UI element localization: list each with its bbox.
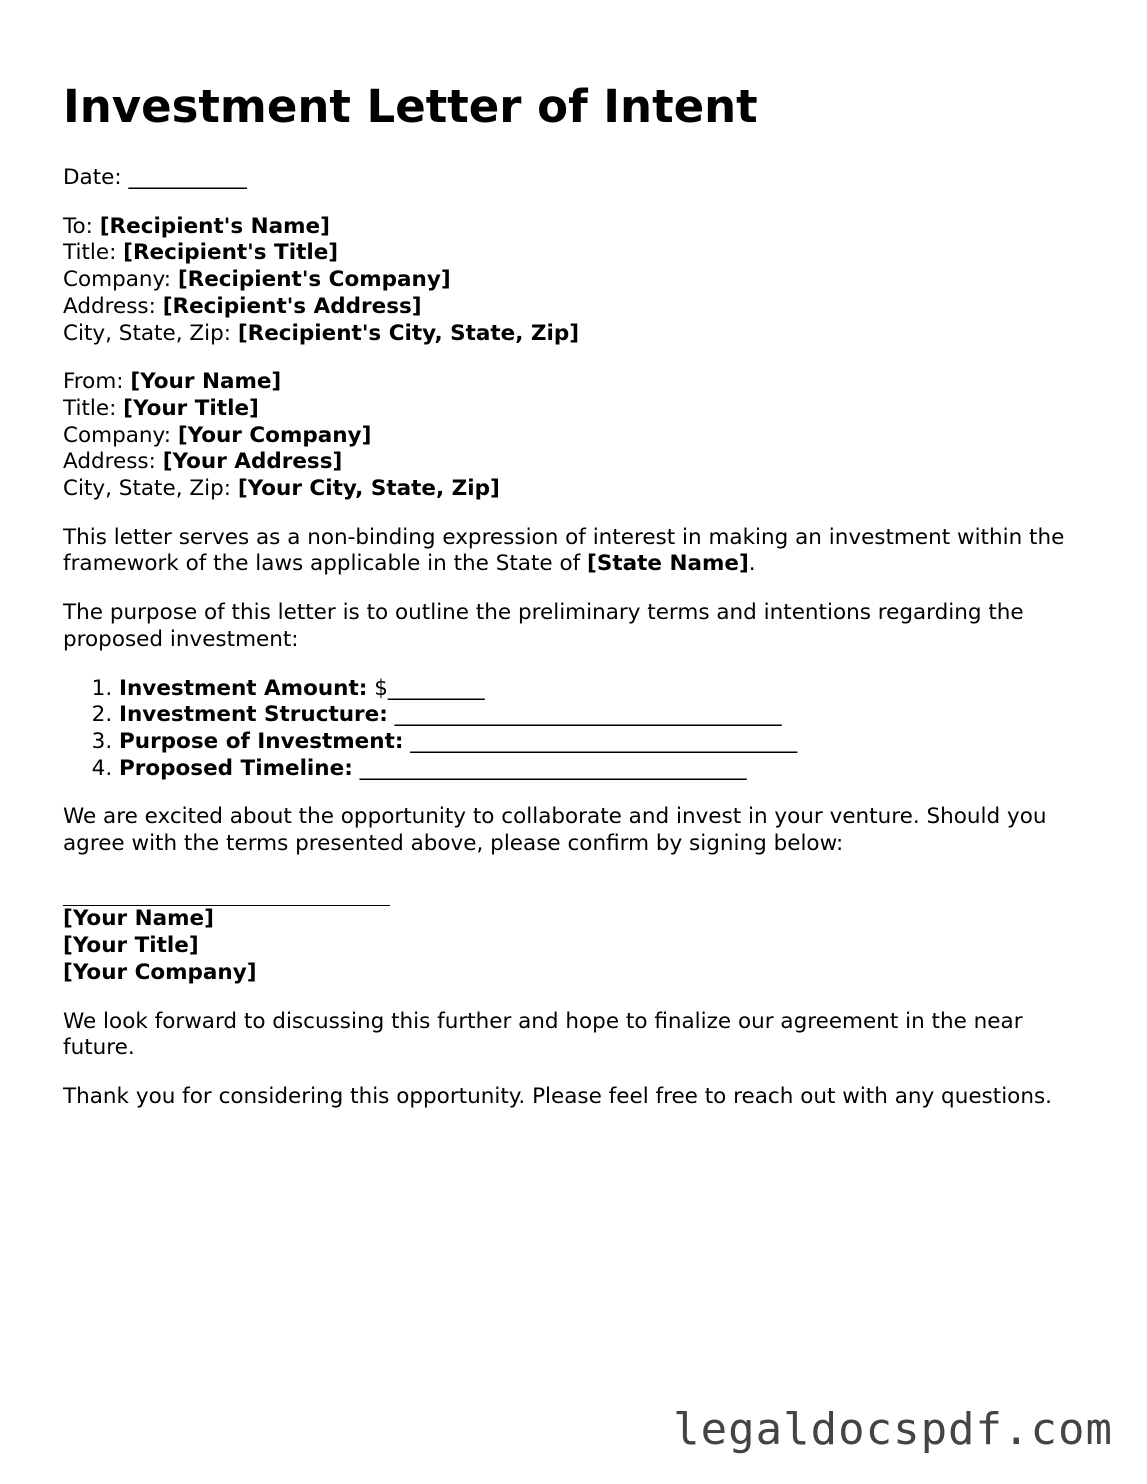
sender-title-value: [Your Title] — [123, 395, 259, 421]
sender-company-value: [Your Company] — [177, 422, 372, 448]
intro-state: [State Name] — [587, 551, 749, 577]
sender-address-value: [Your Address] — [162, 449, 343, 475]
term-label: Purpose of Investment: — [119, 728, 404, 754]
term-blank: $_________ — [374, 675, 485, 701]
term-blank: ____________________________________ — [410, 728, 798, 754]
signature-title: [Your Title] — [63, 933, 199, 959]
recipient-company-value: [Recipient's Company] — [177, 267, 451, 293]
recipient-city-line — [63, 321, 1093, 348]
thanks-paragraph: Thank you for considering this opportunity. Please feel free to reach out with any questions. — [63, 1083, 1052, 1109]
term-blank: ____________________________________ — [394, 702, 782, 728]
recipient-address-value: [Recipient's Address] — [162, 293, 422, 319]
sender-block — [63, 369, 1093, 503]
signature-name: [Your Name] — [63, 906, 214, 932]
recipient-title-value: [Recipient's Title] — [123, 240, 339, 266]
recipient-company-label: Company: — [63, 267, 171, 293]
sender-title-label: Title: — [63, 395, 117, 421]
closing-paragraph: We are excited about the opportunity to collaborate and invest in your venture. Should you agree with the terms presented above, please confirm by signing below: — [63, 804, 1047, 857]
signature-block — [63, 880, 1093, 987]
letter-page — [63, 78, 1093, 1133]
sender-name-line — [63, 369, 1093, 396]
recipient-address-label: Address: — [63, 293, 156, 319]
recipient-city-label: City, State, Zip: — [63, 320, 231, 346]
intro-paragraph — [63, 525, 1093, 578]
recipient-block — [63, 214, 1093, 348]
sender-city-value: [Your City, State, Zip] — [237, 476, 500, 502]
recipient-title-line — [63, 240, 1093, 267]
recipient-address-line — [63, 294, 1093, 321]
date-line — [63, 165, 1093, 192]
term-label: Proposed Timeline: — [119, 755, 353, 781]
sender-city-line — [63, 476, 1093, 503]
purpose-paragraph: The purpose of this letter is to outline the preliminary terms and intentions regarding the proposed investment: — [63, 600, 1024, 652]
recipient-name-line — [63, 214, 1093, 241]
sender-name-label: From: — [63, 369, 124, 395]
recipient-title-label: Title: — [63, 240, 117, 266]
intro-end: . — [748, 551, 756, 577]
list-item — [119, 702, 1093, 729]
term-blank: ____________________________________ — [359, 755, 747, 781]
intro-text: This letter serves as a non-binding expression of interest in making an investment within the framework of the laws applicable in the State of — [63, 524, 1065, 577]
document-title: Investment Letter of Intent — [63, 80, 758, 133]
date-blank: ___________ — [128, 165, 247, 190]
list-item — [119, 676, 1093, 703]
sender-title-line — [63, 396, 1093, 423]
forward-paragraph: We look forward to discussing this further and hope to finalize our agreement in the near future. — [63, 1008, 1023, 1061]
list-item — [119, 756, 1093, 783]
recipient-company-line — [63, 267, 1093, 294]
list-item — [119, 729, 1093, 756]
term-label: Investment Structure: — [119, 702, 388, 728]
watermark: legaldocspdf.com — [673, 1404, 1113, 1455]
sender-city-label: City, State, Zip: — [63, 476, 231, 502]
signature-company: [Your Company] — [63, 959, 257, 985]
sender-address-line — [63, 449, 1093, 476]
recipient-name-label: To: — [63, 213, 93, 239]
terms-list — [63, 676, 1093, 783]
date-label: Date: — [63, 165, 122, 190]
term-label: Investment Amount: — [119, 675, 368, 701]
signature-line — [63, 880, 390, 907]
sender-company-line — [63, 423, 1093, 450]
recipient-name-value: [Recipient's Name] — [99, 213, 330, 239]
recipient-city-value: [Recipient's City, State, Zip] — [237, 320, 580, 346]
sender-address-label: Address: — [63, 449, 156, 475]
sender-name-value: [Your Name] — [130, 369, 282, 395]
sender-company-label: Company: — [63, 422, 171, 448]
